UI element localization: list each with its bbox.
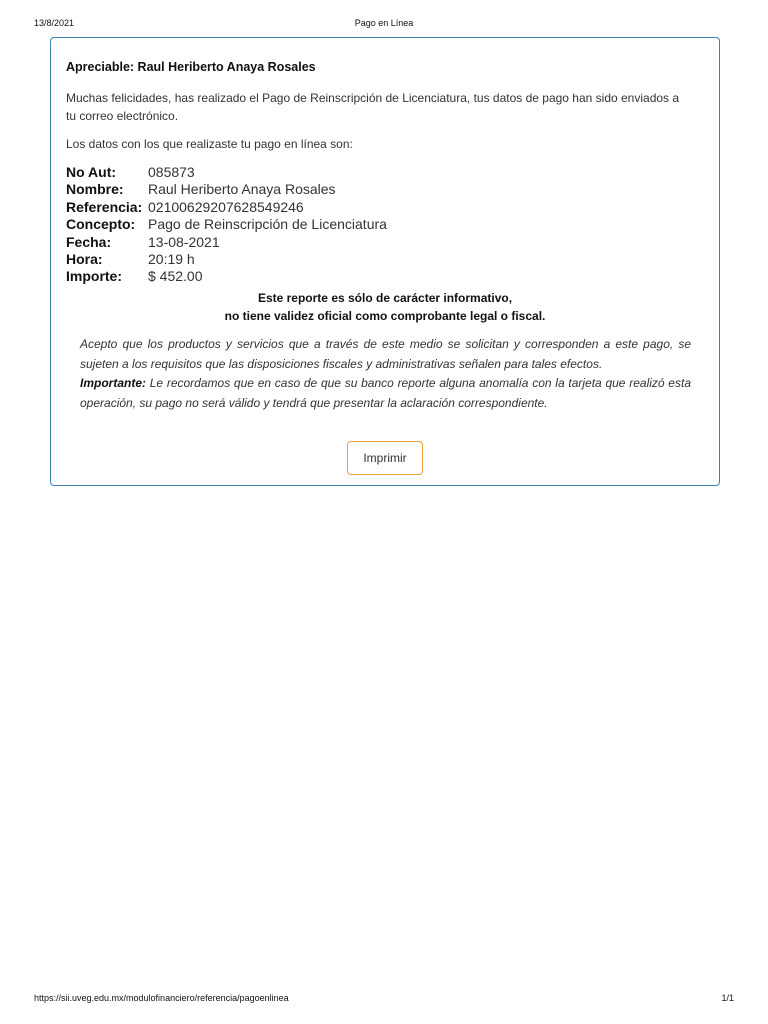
detail-value: 02100629207628549246 — [148, 198, 304, 215]
notice-line-2: no tiene validez oficial como comprobante legal o fiscal. — [224, 309, 546, 323]
detail-value: 085873 — [148, 164, 195, 180]
detail-row-nombre — [66, 181, 486, 198]
detail-label: Concepto: — [66, 216, 136, 233]
print-button[interactable]: Imprimir — [347, 441, 423, 475]
important-text: Le recordamos que en caso de que su banco reporte alguna anomalía con la tarjeta que realizó esta operación, su pago no será válido y tendrá que presentar la aclaración correspondiente. — [80, 376, 691, 410]
notice-line-1: Este reporte es sólo de carácter informativo, — [257, 291, 513, 305]
detail-label: Fecha: — [66, 233, 112, 250]
detail-value: Pago de Reinscripción de Licenciatura — [148, 216, 387, 233]
page-number: 1/1 — [721, 993, 734, 1003]
detail-label: Hora: — [66, 250, 103, 267]
important-label: Importante: — [80, 376, 146, 390]
intro-text: Muchas felicidades, has realizado el Pago de Reinscripción de Licenciatura, tus datos de pago han sido enviados a tu correo electrónico. — [66, 91, 680, 123]
detail-row-referencia — [66, 199, 486, 216]
payment-details — [66, 164, 486, 286]
print-header — [34, 18, 734, 32]
informative-notice — [51, 289, 719, 325]
detail-row-importe — [66, 268, 486, 285]
detail-label: Importe: — [66, 268, 122, 285]
detail-value: $ 452.00 — [148, 268, 203, 285]
detail-row-concepto — [66, 216, 486, 233]
terms-block — [80, 335, 691, 413]
detail-value: 20:19 h — [148, 250, 195, 267]
terms-text: Acepto que los productos y servicios que a través de este medio se solicitan y corresponden a este pago, se sujeten a los requisitos que las disposiciones fiscales y administrativas señalen para tales efectos. — [80, 337, 691, 371]
detail-label: No Aut: — [66, 164, 117, 180]
detail-value: Raul Heriberto Anaya Rosales — [148, 181, 336, 198]
detail-label: Nombre: — [66, 181, 124, 198]
receipt-card — [50, 37, 720, 486]
print-footer — [34, 993, 734, 1007]
detail-row-fecha — [66, 234, 486, 251]
important-note — [80, 374, 691, 413]
print-page-title: Pago en Línea — [354, 18, 414, 28]
detail-row-no-aut — [66, 164, 486, 181]
detail-value: 13-08-2021 — [148, 233, 220, 250]
page-url: https://sii.uveg.edu.mx/modulofinanciero/referencia/pagoenlinea — [34, 993, 289, 1003]
print-date: 13/8/2021 — [34, 18, 75, 28]
detail-label: Referencia: — [66, 198, 143, 215]
greeting: Apreciable: Raul Heriberto Anaya Rosales — [66, 60, 316, 74]
details-lead-text: Los datos con los que realizaste tu pago en línea son: — [66, 137, 353, 151]
detail-row-hora — [66, 251, 486, 268]
